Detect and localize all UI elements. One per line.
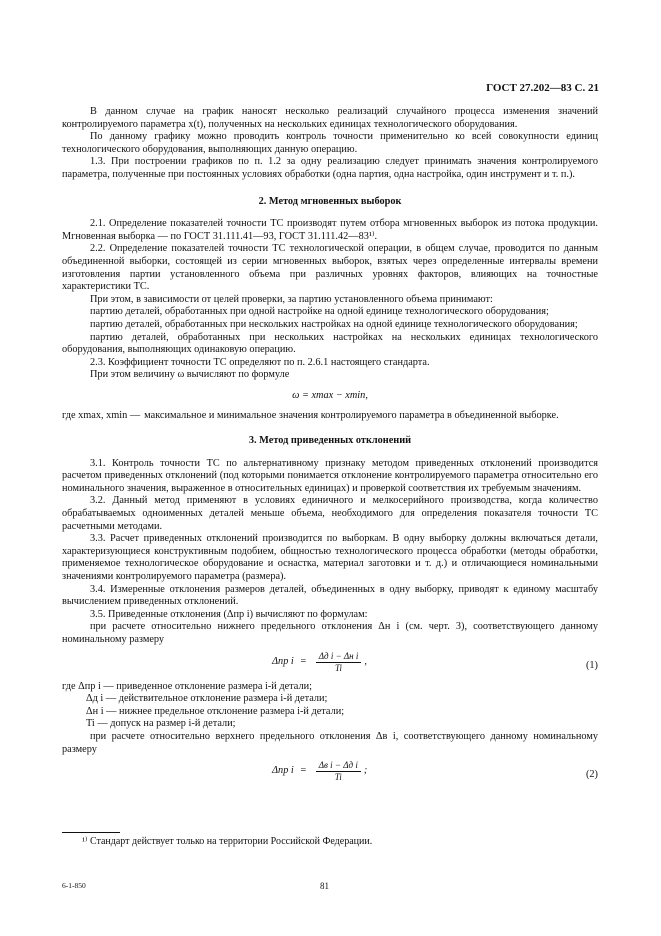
paragraph: 3.2. Данный метод применяют в условиях единичного и мелкосерийного производства, когда количество обрабатываемых одноименных деталей меньше объема, необходимого для определения показателя точности ТС расчетными методами. — [62, 495, 598, 532]
formula-numerator: Δв i − Δд i — [316, 760, 361, 772]
formula-omega: ω = xmax − xmin, — [292, 389, 368, 401]
formula-denominator: Ti — [335, 662, 343, 673]
definition: Δн i — нижнее предельное отклонение размера i-й детали; — [86, 705, 345, 717]
paragraph: По данному графику можно проводить контроль точности применительно ко всей совокупности единиц технологического оборудования, выполняющих данную операцию. — [62, 131, 598, 155]
paragraph: В данном случае на график наносят несколько реализаций случайного процесса изменения значений контролируемого параметра x(t), полученных на нескольких единицах технологического оборудования. — [62, 106, 598, 130]
paragraph: При этом, в зависимости от целей проверки, за партию установленного объема принимают: — [90, 293, 493, 305]
main-text — [62, 106, 598, 790]
where-definition: максимальное и минимальное значения контролируемого параметра в объединенной выборке. — [144, 410, 559, 422]
paragraph: партию деталей, обработанных при нескольких настройках на одной единице технологического оборудования; — [90, 318, 578, 330]
paragraph: 2.1. Определение показателей точности ТС производят путем отбора мгновенных выборок из потока продукции. Мгновенная выборка — по ГОСТ 31.111.41—93, ГОСТ 31.111.42—83¹⁾. — [62, 218, 598, 242]
formula-equals: = — [299, 655, 307, 667]
paragraph: при расчете относительно нижнего предельного отклонения Δн i (см. черт. 3), соответствующего данному номинальному размеру — [62, 621, 598, 645]
paragraph: 2.2. Определение показателей точности ТС технологической операции, в общем случае, проводится по данным объединенной выборки, состоящей из серии мгновенных выборок, взятых через определенные интервалы времени изготовления партии установленного объема при различных уровнях факторов, влияющих на точностные характеристики ТС. — [62, 243, 598, 293]
paragraph: При этом величину ω вычисляют по формуле — [90, 369, 290, 381]
formula-1 — [62, 651, 598, 681]
definitions-list — [62, 681, 598, 731]
page-number: 81 — [320, 881, 329, 891]
formula-equals: = — [299, 765, 307, 777]
paragraph: партию деталей, обработанных при одной настройке на одной единице технологического оборудования; — [90, 306, 549, 318]
formula-denominator: Ti — [334, 772, 342, 783]
footnote: ¹⁾ Стандарт действует только на территории Российской Федерации. — [82, 836, 373, 847]
definition: Δд i — действительное отклонение размера i-й детали; — [86, 693, 328, 705]
paragraph: 2.3. Коэффициент точности ТС определяют по п. 2.6.1 настоящего стандарта. — [90, 356, 430, 368]
formula-lhs: Δпр i — [272, 765, 294, 777]
formula-number: (1) — [585, 659, 598, 671]
section-heading: 2. Метод мгновенных выборок — [258, 195, 402, 207]
paragraph: 3.1. Контроль точности ТС по альтернативному признаку методом приведенных отклонений производится расчетом приведенных отклонений (под которыми понимается отклонение контролируемого параметра относительно его номинального значения, выраженное в относительных единицах) и проверкой соответствия их требуемым значениям. — [62, 457, 598, 494]
footnote-divider — [62, 832, 120, 833]
where-label: где xmax, xmin — — [62, 410, 141, 422]
section-heading: 3. Метод приведенных отклонений — [248, 435, 412, 447]
formula-lhs: Δпр i — [272, 655, 294, 667]
formula-explanation — [62, 410, 598, 423]
definition: где Δпр i — приведенное отклонение размера i-й детали; — [62, 680, 312, 692]
formula-number: (2) — [585, 769, 598, 781]
definition: Ti — допуск на размер i-й детали; — [86, 718, 236, 730]
formula-2 — [62, 760, 598, 790]
print-code: 6-1-850 — [62, 881, 86, 890]
paragraph: при расчете относительно верхнего предельного отклонения Δв i, соответствующего данному номинальному размеру — [62, 730, 598, 755]
paragraph: 3.3. Расчет приведенных отклонений производится по выборкам. В одну выборку должны включаться детали, характеризующиеся конструктивным подобием, общностью технологического процесса обработки (методы обработки, применяемое технологическое оборудование и оснастка, материал заготовки и т. д.) и отличающиеся номинальными значениями контролируемого параметра (размера). — [62, 533, 598, 582]
paragraph: 3.4. Измеренные отклонения размеров деталей, объединенных в одну выборку, приводят к единому масштабу вычислением приведенных отклонений. — [62, 583, 598, 608]
paragraph: 3.5. Приведенные отклонения (Δпр i) вычисляют по формулам: — [90, 608, 368, 620]
formula-numerator: Δд i − Δн i — [316, 651, 362, 663]
paragraph: партию деталей, обработанных при нескольких настройках на нескольких единицах технологического оборудования, выполняющих одинаковую операцию. — [62, 331, 598, 356]
formula-tail: , — [364, 655, 367, 667]
formula-tail: ; — [363, 765, 368, 777]
paragraph: 1.3. При построении графиков по п. 1.2 за одну реализацию следует принимать значения контролируемого параметра, полученные при постоянных условиях обработки (одна партия, одна настройка, один инструмент и т. п.). — [62, 156, 598, 180]
page-header: ГОСТ 27.202—83 С. 21 — [486, 82, 599, 94]
